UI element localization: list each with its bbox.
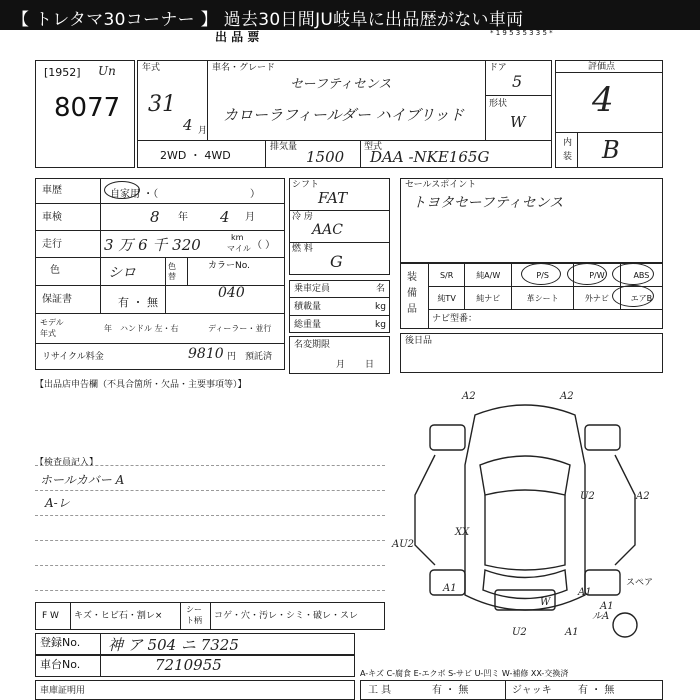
model-year-label-2: 年式	[40, 329, 56, 338]
inspector-note-1: ホールカバー A	[40, 473, 125, 487]
diagram-mark-rua: ルA	[592, 611, 610, 622]
diagram-mark-a2-top-left: A2	[462, 391, 476, 402]
door-value: 5	[512, 72, 523, 91]
model-year-unit: 年	[104, 324, 112, 333]
recycle-deposit: 預託済	[245, 352, 273, 362]
car-condition-diagram	[385, 385, 665, 645]
fuel-value: G	[330, 252, 343, 271]
equip-navi: 純ナビ	[465, 287, 512, 310]
diagram-mark-a1-left: A1	[443, 583, 457, 594]
after-day-box	[400, 333, 663, 373]
year-month-unit: 月	[198, 126, 208, 136]
mileage-paren: （ ）	[252, 240, 276, 251]
shape-label: 形状	[489, 99, 508, 109]
grade-value: セーフティセンス	[290, 77, 392, 92]
load-unit: kg	[375, 302, 386, 312]
damage-legend: A-キズ C-腐食 E-エクボ S-サビ U-凹ミ W-補修 XX-交換済	[360, 669, 569, 678]
diagram-mark-a2-right: A2	[636, 491, 650, 502]
score-label: 評価点	[588, 62, 616, 72]
registration-value: 神 ア 504 ニ 7325	[108, 636, 239, 654]
year-month: 4	[183, 116, 193, 134]
equip-pw: P/W	[574, 264, 621, 287]
remarks-label: 【出品店申告欄（不具合箇所・欠品・主要事項等）】	[35, 380, 247, 390]
lot-sub-suffix: Un	[98, 64, 116, 78]
capacity-label: 乗車定員	[294, 284, 331, 294]
diagram-mark-a1-far: A1	[600, 601, 614, 612]
koge-label: コゲ・穴・汚レ・シミ・破レ・スレ	[214, 611, 359, 621]
diagram-mark-a1-right: A1	[578, 587, 592, 598]
after-day-label: 後日品	[405, 336, 433, 346]
displacement-value: 1500	[306, 148, 345, 166]
displacement-label: 排気量	[270, 142, 298, 152]
diagram-mark-a1-bottom: A1	[565, 627, 579, 638]
cert-label: 車庫証明用	[40, 686, 86, 696]
equip-leather: 革シート	[512, 287, 574, 310]
seat-label-2: ト柄	[186, 616, 202, 625]
handle-label: ハンドル 左・右	[120, 324, 179, 333]
diagram-mark-w: W	[540, 597, 551, 608]
equip-sr: S/R	[429, 264, 465, 287]
navi-model-label: ナビ型番：	[432, 314, 478, 324]
lot-number: 8077	[54, 93, 121, 123]
mileage-label: 走行	[42, 239, 62, 250]
ps-circle	[521, 263, 561, 285]
diagram-mark-a2-top-right: A2	[560, 391, 574, 402]
pw-circle	[567, 263, 607, 285]
warranty-value: 有 ・ 無	[118, 296, 158, 309]
details-table	[35, 178, 285, 370]
mileage-mile: マイル	[227, 244, 251, 253]
recycle-value: 9810	[188, 346, 224, 362]
recycle-label: リサイクル料金	[42, 352, 104, 362]
inspection-month-unit: 月	[245, 212, 255, 223]
equipment-label: 装備品	[407, 272, 417, 315]
history-circle	[104, 181, 140, 199]
name-change-unit: 月日	[336, 360, 395, 370]
sales-point-label: セールスポイント	[405, 180, 477, 190]
name-change-label: 名変期限	[294, 340, 331, 350]
warranty-label: 保証書	[42, 294, 72, 305]
capacity-unit: 名	[376, 284, 386, 294]
chassis-label: 車台No.	[40, 658, 81, 671]
color-change-label: 色替	[168, 262, 176, 281]
equip-airbag: エアB	[620, 287, 662, 310]
diagram-spare-label: スペア	[626, 578, 654, 588]
chassis-value: 7210955	[155, 656, 222, 674]
diagram-mark-au2: AU2	[392, 539, 415, 550]
recycle-unit: 円	[227, 352, 237, 362]
history-close: ）	[250, 189, 260, 200]
inspector-label: 【検査員記入】	[35, 458, 99, 468]
diagram-mark-u2-bottom: U2	[512, 627, 527, 638]
lot-sub: [1952]	[44, 66, 81, 79]
inspector-note-2: A-レ	[45, 496, 70, 510]
shift-value: FAT	[318, 189, 348, 207]
fuel-label: 燃 料	[292, 244, 313, 254]
sales-point-value: トヨタセーフティセンス	[412, 195, 564, 211]
equip-abs: ABS	[620, 264, 662, 287]
header-partial: 出 品 票	[215, 30, 260, 44]
inspection-year: 8	[150, 208, 160, 226]
dealer-label: ディーラー・並行	[208, 324, 272, 333]
diagram-mark-xx: XX	[455, 527, 470, 538]
name-label: 車名・グレード	[212, 63, 276, 73]
model-year-label-1: モデル	[40, 318, 64, 327]
gross-unit: kg	[375, 320, 386, 330]
abs-circle	[612, 263, 654, 285]
type-label: 型式	[364, 142, 383, 152]
door-label: ドア	[489, 63, 507, 73]
diagram-mark-u2: U2	[580, 491, 595, 502]
year-label: 年式	[142, 63, 161, 73]
type-value: DAA -NKE165G	[370, 148, 490, 166]
history-label: 車歴	[42, 185, 62, 196]
fw-label: F W	[42, 611, 59, 621]
gross-label: 総重量	[294, 320, 322, 330]
banner-text: 【 トレタマ30コーナー 】 過去30日間JU岐阜に出品歴がない車両	[12, 10, 524, 30]
jack-value: 有 ・ 無	[578, 685, 615, 696]
inspection-label: 車検	[42, 212, 62, 223]
color-code: 040	[218, 285, 245, 301]
color-label: 色	[50, 265, 60, 276]
mileage-km: km	[231, 233, 244, 242]
history-value: 自家用 ・（	[110, 189, 159, 200]
interior-label-2: 装	[563, 152, 573, 162]
shape-value: W	[510, 113, 526, 131]
equip-alloy: 純A/W	[465, 264, 512, 287]
color-code-label: カラーNo.	[208, 261, 250, 271]
aircon-label: 冷 房	[292, 212, 313, 222]
mileage-value: 3 万 6 千 320	[104, 236, 201, 254]
airbag-circle	[612, 285, 654, 307]
equip-tv: 純TV	[429, 287, 465, 310]
inspection-month: 4	[220, 208, 230, 226]
interior-label-1: 内	[563, 138, 573, 148]
year-value: 31	[148, 92, 176, 117]
registration-label: 登録No.	[40, 636, 81, 649]
equip-ps: P/S	[512, 264, 574, 287]
color-value: シロ	[108, 265, 136, 281]
inspection-year-unit: 年	[178, 212, 188, 223]
aircon-value: AAC	[312, 222, 343, 238]
seat-label-1: シー	[186, 605, 202, 614]
tools-value: 有 ・ 無	[432, 685, 469, 696]
sales-point-box	[400, 178, 663, 263]
shift-label: シフト	[292, 180, 320, 190]
model-value: カローラフィールダー ハイブリッド	[223, 106, 465, 124]
score-value: 4	[592, 80, 614, 120]
tools-label: 工 具	[368, 685, 392, 696]
kizu-label: キズ・ヒビ石・割レ×	[74, 611, 163, 621]
drive-value: 2WD ・ 4WD	[160, 149, 231, 162]
interior-value: B	[602, 136, 620, 164]
equip-ext-navi: 外ナビ	[574, 287, 621, 310]
load-label: 積載量	[294, 302, 322, 312]
header-barcode-text: * 1 9 5 3 5 3 3 5 *	[490, 29, 553, 37]
jack-label: ジャッキ	[512, 685, 552, 696]
